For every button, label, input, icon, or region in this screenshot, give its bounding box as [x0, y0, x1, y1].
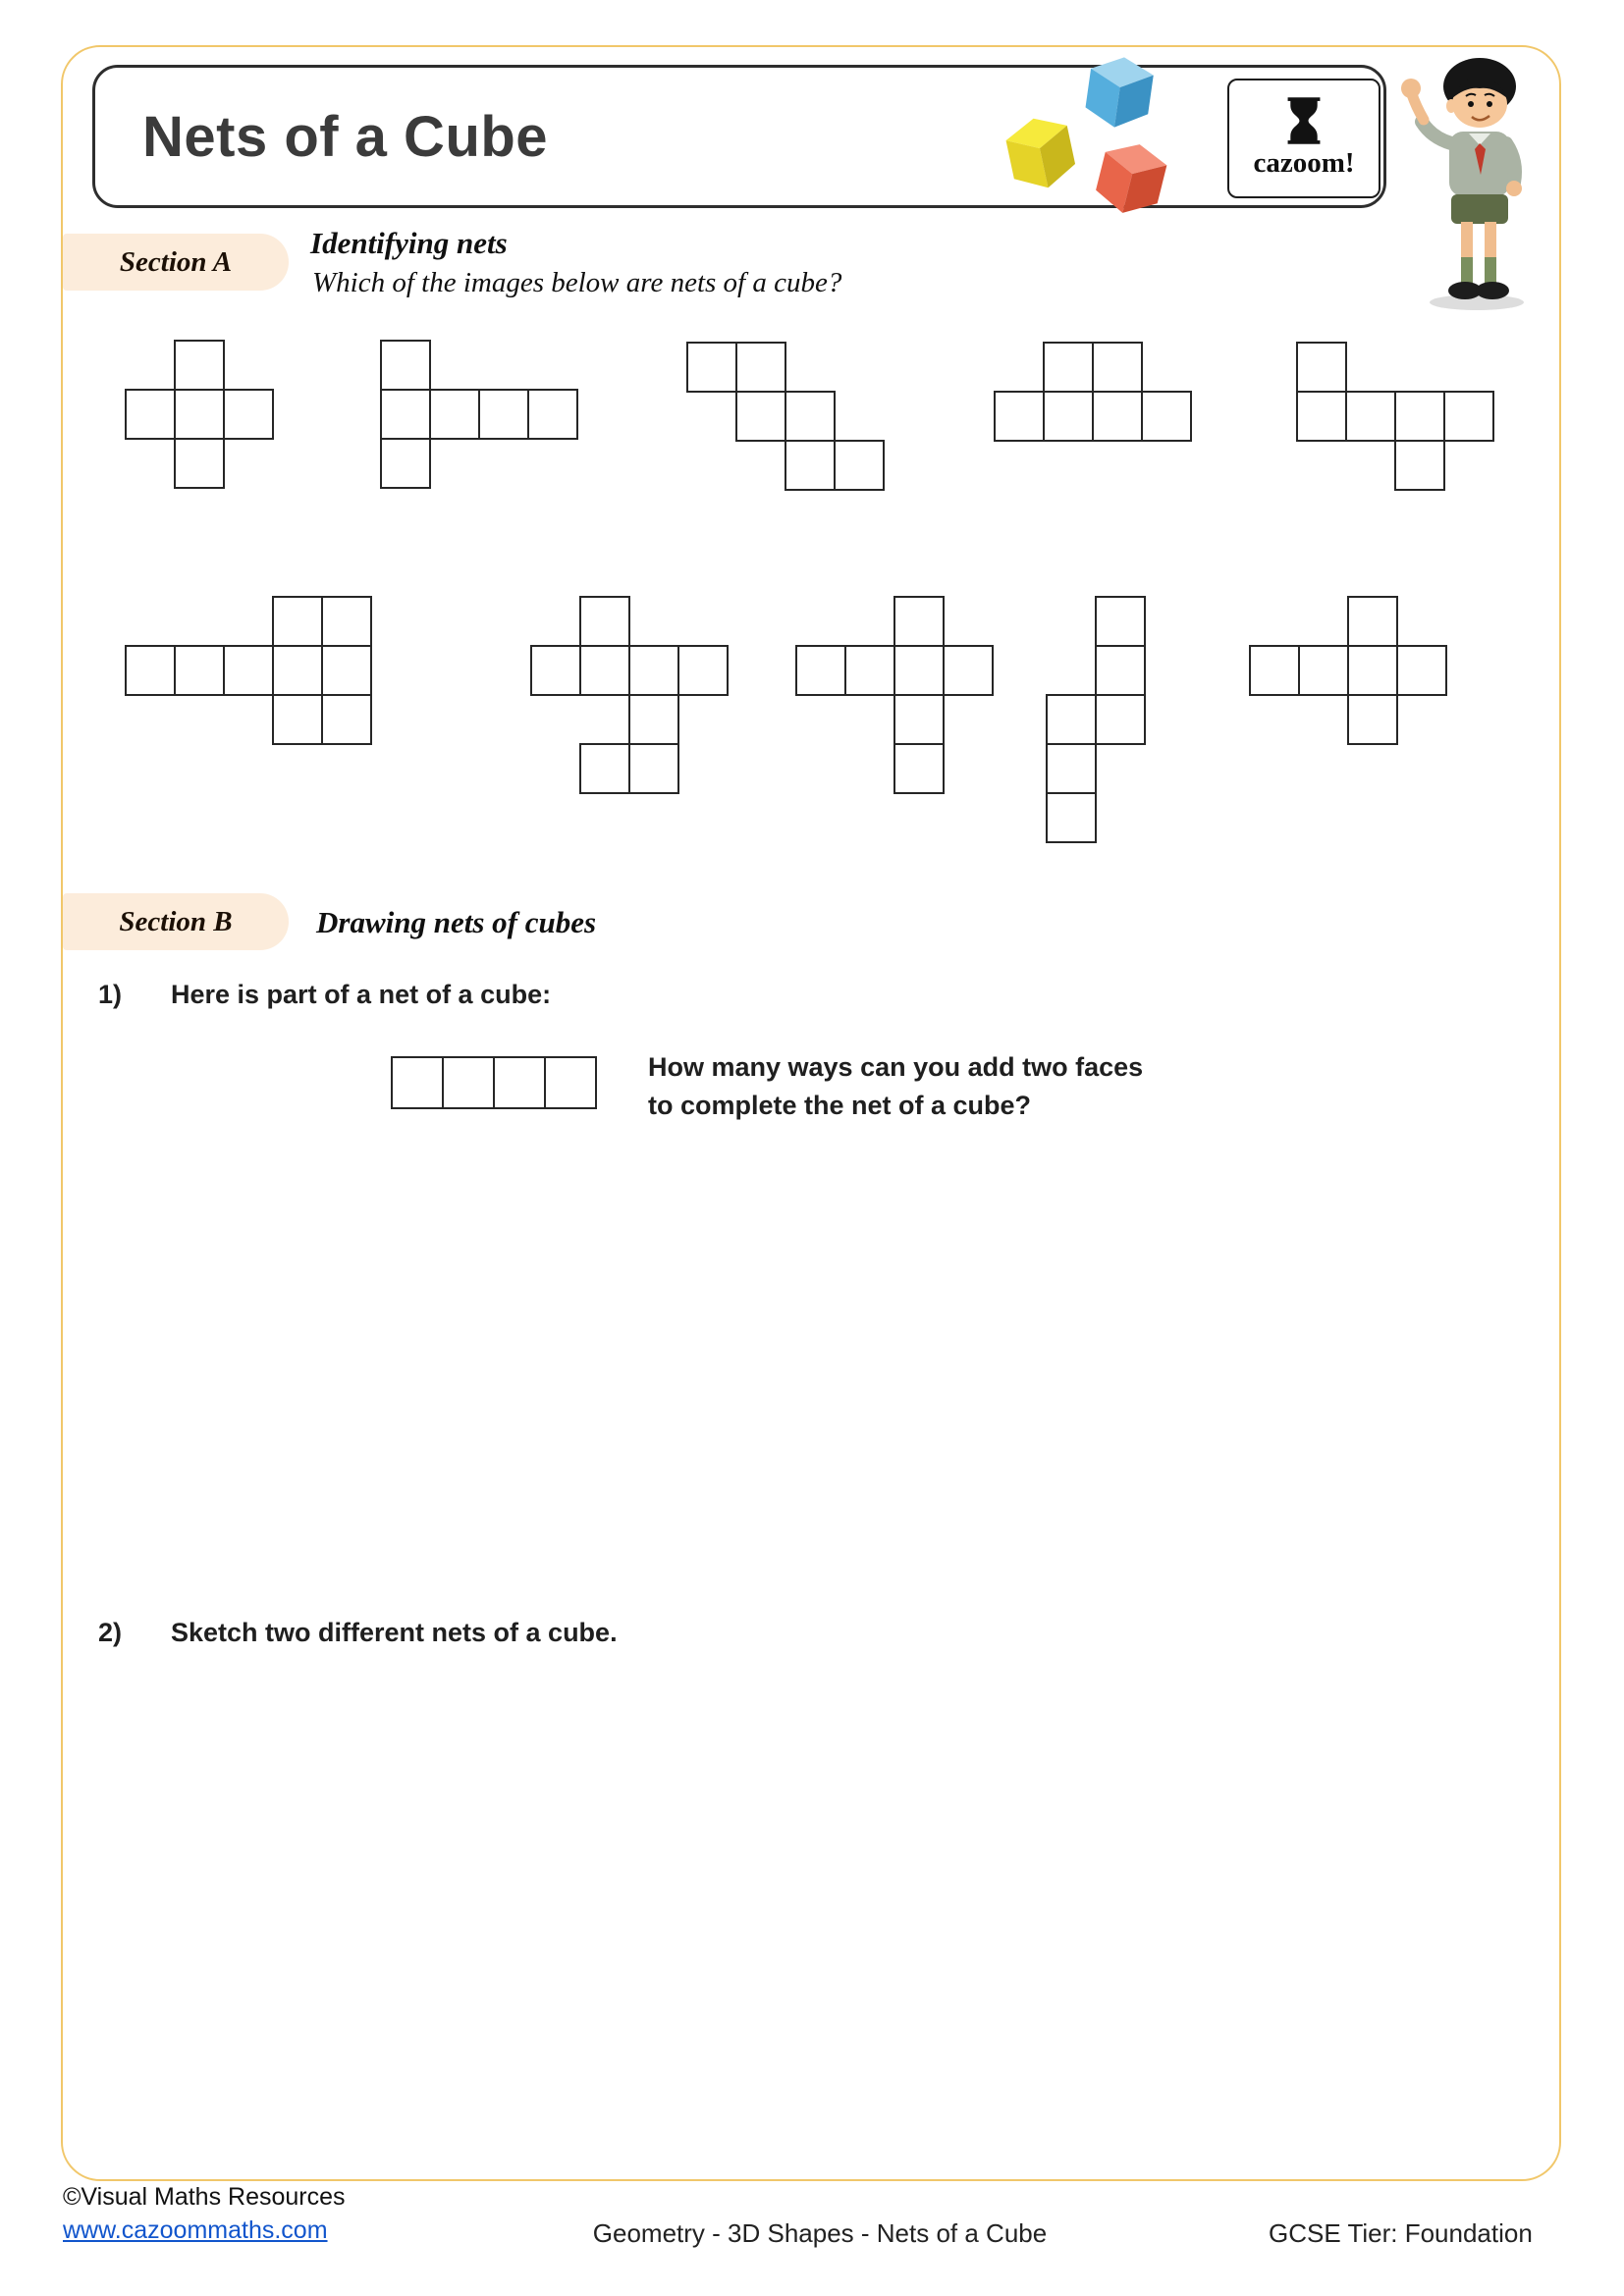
ear — [1446, 99, 1456, 113]
shoe — [1476, 282, 1509, 299]
yellow-cube-icon — [1002, 112, 1079, 194]
orange-cube-icon — [1092, 136, 1170, 220]
question-1-number: 1) — [98, 980, 123, 1009]
page-title: Nets of a Cube — [142, 104, 549, 169]
section-a-badge: Section A — [63, 234, 289, 291]
shorts — [1451, 194, 1508, 224]
waving-hand — [1401, 79, 1421, 98]
question-1-prompt-line2: to complete the net of a cube? — [648, 1091, 1032, 1121]
question-1-text: Here is part of a net of a cube: — [171, 980, 552, 1009]
question-2-number: 2) — [98, 1618, 123, 1647]
footer-website-link[interactable]: www.cazoommaths.com — [63, 2216, 328, 2244]
footer-tier: GCSE Tier: Foundation — [1269, 2218, 1533, 2248]
section-a-subheading: Which of the images below are nets of a cube? — [312, 267, 842, 298]
cazoom-logo — [1227, 79, 1380, 198]
question-2-text: Sketch two different nets of a cube. — [171, 1618, 618, 1647]
hourglass-icon — [1283, 97, 1325, 144]
footer-copyright: ©Visual Maths Resources — [63, 2183, 346, 2211]
footer-topic: Geometry - 3D Shapes - Nets of a Cube — [592, 2218, 1048, 2248]
section-b-badge: Section B — [63, 893, 289, 950]
question-1-prompt-line1: How many ways can you add two faces — [648, 1052, 1144, 1082]
shadow — [1430, 294, 1524, 310]
section-a-heading: Identifying nets — [310, 226, 508, 260]
cazoom-logo-text: cazoom! — [1253, 147, 1355, 179]
section-b-heading: Drawing nets of cubes — [316, 905, 597, 939]
cartoon-boy-illustration — [1386, 45, 1563, 314]
blue-cube-icon — [1083, 55, 1155, 132]
question-1-prompt — [648, 1048, 1143, 1125]
cubes-graphic — [1000, 55, 1221, 224]
